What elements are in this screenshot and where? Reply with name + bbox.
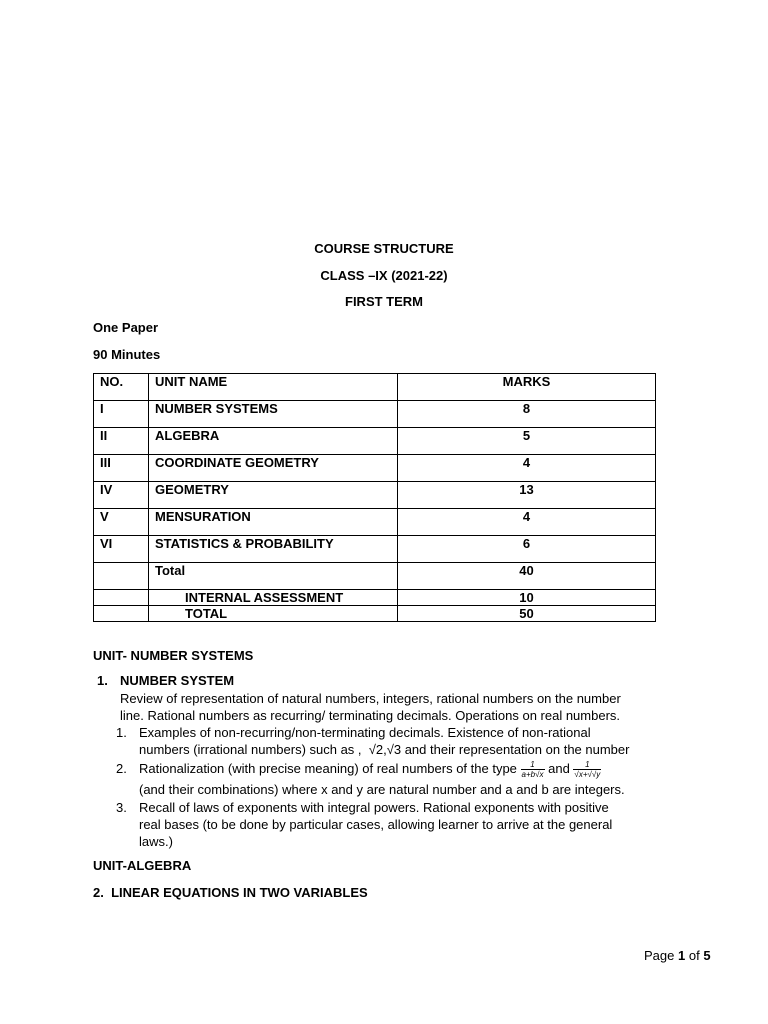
paper-duration: 90 Minutes <box>93 347 161 362</box>
table-row <box>94 401 656 428</box>
fraction-2-numerator: 1 <box>573 760 601 770</box>
unit-number-systems-heading: UNIT- NUMBER SYSTEMS <box>93 648 254 663</box>
row-marks: 8 <box>398 401 656 428</box>
total-row <box>94 563 656 590</box>
header-no: NO. <box>94 374 149 401</box>
section-title: NUMBER SYSTEM <box>120 673 235 688</box>
item-1-line-2: numbers (irrational numbers) such as , √2,√3 and their representation on the number <box>139 742 630 757</box>
fraction-1 <box>521 760 545 779</box>
item-3-line-2: real bases (to be done by particular cases, allowing learner to arrive at the general <box>139 817 613 832</box>
item-3-line-3: laws.) <box>139 834 173 849</box>
table-header-row <box>94 374 656 401</box>
intro-line-1: Review of representation of natural numbers, integers, rational numbers on the number <box>120 691 621 706</box>
item-number: 1. <box>116 725 127 740</box>
section-number: 1. <box>97 673 108 688</box>
grand-total-row <box>94 606 656 622</box>
row-marks: 4 <box>398 455 656 482</box>
row-no: II <box>94 428 149 455</box>
row-marks: 6 <box>398 536 656 563</box>
table-row <box>94 509 656 536</box>
header-unit-name: UNIT NAME <box>149 374 398 401</box>
header-marks: MARKS <box>398 374 656 401</box>
row-unit: GEOMETRY <box>149 482 398 509</box>
linear-equations-heading: 2. LINEAR EQUATIONS IN TWO VARIABLES <box>93 885 368 900</box>
grand-total-no-cell <box>94 606 149 622</box>
page-word: Page <box>644 948 675 963</box>
internal-assessment-value: 10 <box>398 590 656 606</box>
table-row <box>94 536 656 563</box>
fraction-2 <box>573 760 601 779</box>
item-1-line-1: Examples of non-recurring/non-terminating decimals. Existence of non-rational <box>139 725 591 740</box>
total-pages: 5 <box>703 948 711 963</box>
item-2-text-pre: Rationalization (with precise meaning) of real numbers of the type <box>139 761 521 776</box>
total-no-cell <box>94 563 149 590</box>
row-unit: STATISTICS & PROBABILITY <box>149 536 398 563</box>
fraction-1-denominator: a+b√x <box>521 770 544 780</box>
table-row <box>94 482 656 509</box>
paper-count: One Paper <box>93 320 159 335</box>
current-page: 1 <box>678 948 686 963</box>
fraction-2-denominator: √x+√√y <box>574 770 601 780</box>
item-2-line-1 <box>139 760 601 779</box>
grand-total-value: 50 <box>398 606 656 622</box>
row-no: IV <box>94 482 149 509</box>
total-value: 40 <box>398 563 656 590</box>
row-marks: 13 <box>398 482 656 509</box>
internal-assessment-row <box>94 590 656 606</box>
row-no: I <box>94 401 149 428</box>
course-structure-title: COURSE STRUCTURE <box>314 241 454 256</box>
page-footer <box>644 948 711 963</box>
table-row <box>94 455 656 482</box>
row-marks: 4 <box>398 509 656 536</box>
intro-line-2: line. Rational numbers as recurring/ terminating decimals. Operations on real numbers. <box>120 708 621 723</box>
row-unit: NUMBER SYSTEMS <box>149 401 398 428</box>
row-unit: COORDINATE GEOMETRY <box>149 455 398 482</box>
grand-total-label: TOTAL <box>149 606 398 622</box>
fraction-1-numerator: 1 <box>521 760 545 770</box>
term-heading: FIRST TERM <box>345 294 423 309</box>
row-marks: 5 <box>398 428 656 455</box>
class-line: CLASS –IX (2021-22) <box>320 268 448 283</box>
of-word: of <box>688 948 700 963</box>
row-unit: MENSURATION <box>149 509 398 536</box>
row-no: III <box>94 455 149 482</box>
table-row <box>94 428 656 455</box>
row-no: V <box>94 509 149 536</box>
item-2-text-mid: and <box>544 761 574 776</box>
total-label: Total <box>149 563 398 590</box>
unit-algebra-heading: UNIT-ALGEBRA <box>93 858 192 873</box>
item-2-line-2: (and their combinations) where x and y are natural number and a and b are integers. <box>139 782 625 797</box>
item-number: 2. <box>116 761 127 776</box>
row-no: VI <box>94 536 149 563</box>
internal-no-cell <box>94 590 149 606</box>
internal-assessment-label: INTERNAL ASSESSMENT <box>149 590 398 606</box>
item-3-line-1: Recall of laws of exponents with integral powers. Rational exponents with positive <box>139 800 609 815</box>
marks-table <box>93 373 656 622</box>
row-unit: ALGEBRA <box>149 428 398 455</box>
item-number: 3. <box>116 800 127 815</box>
